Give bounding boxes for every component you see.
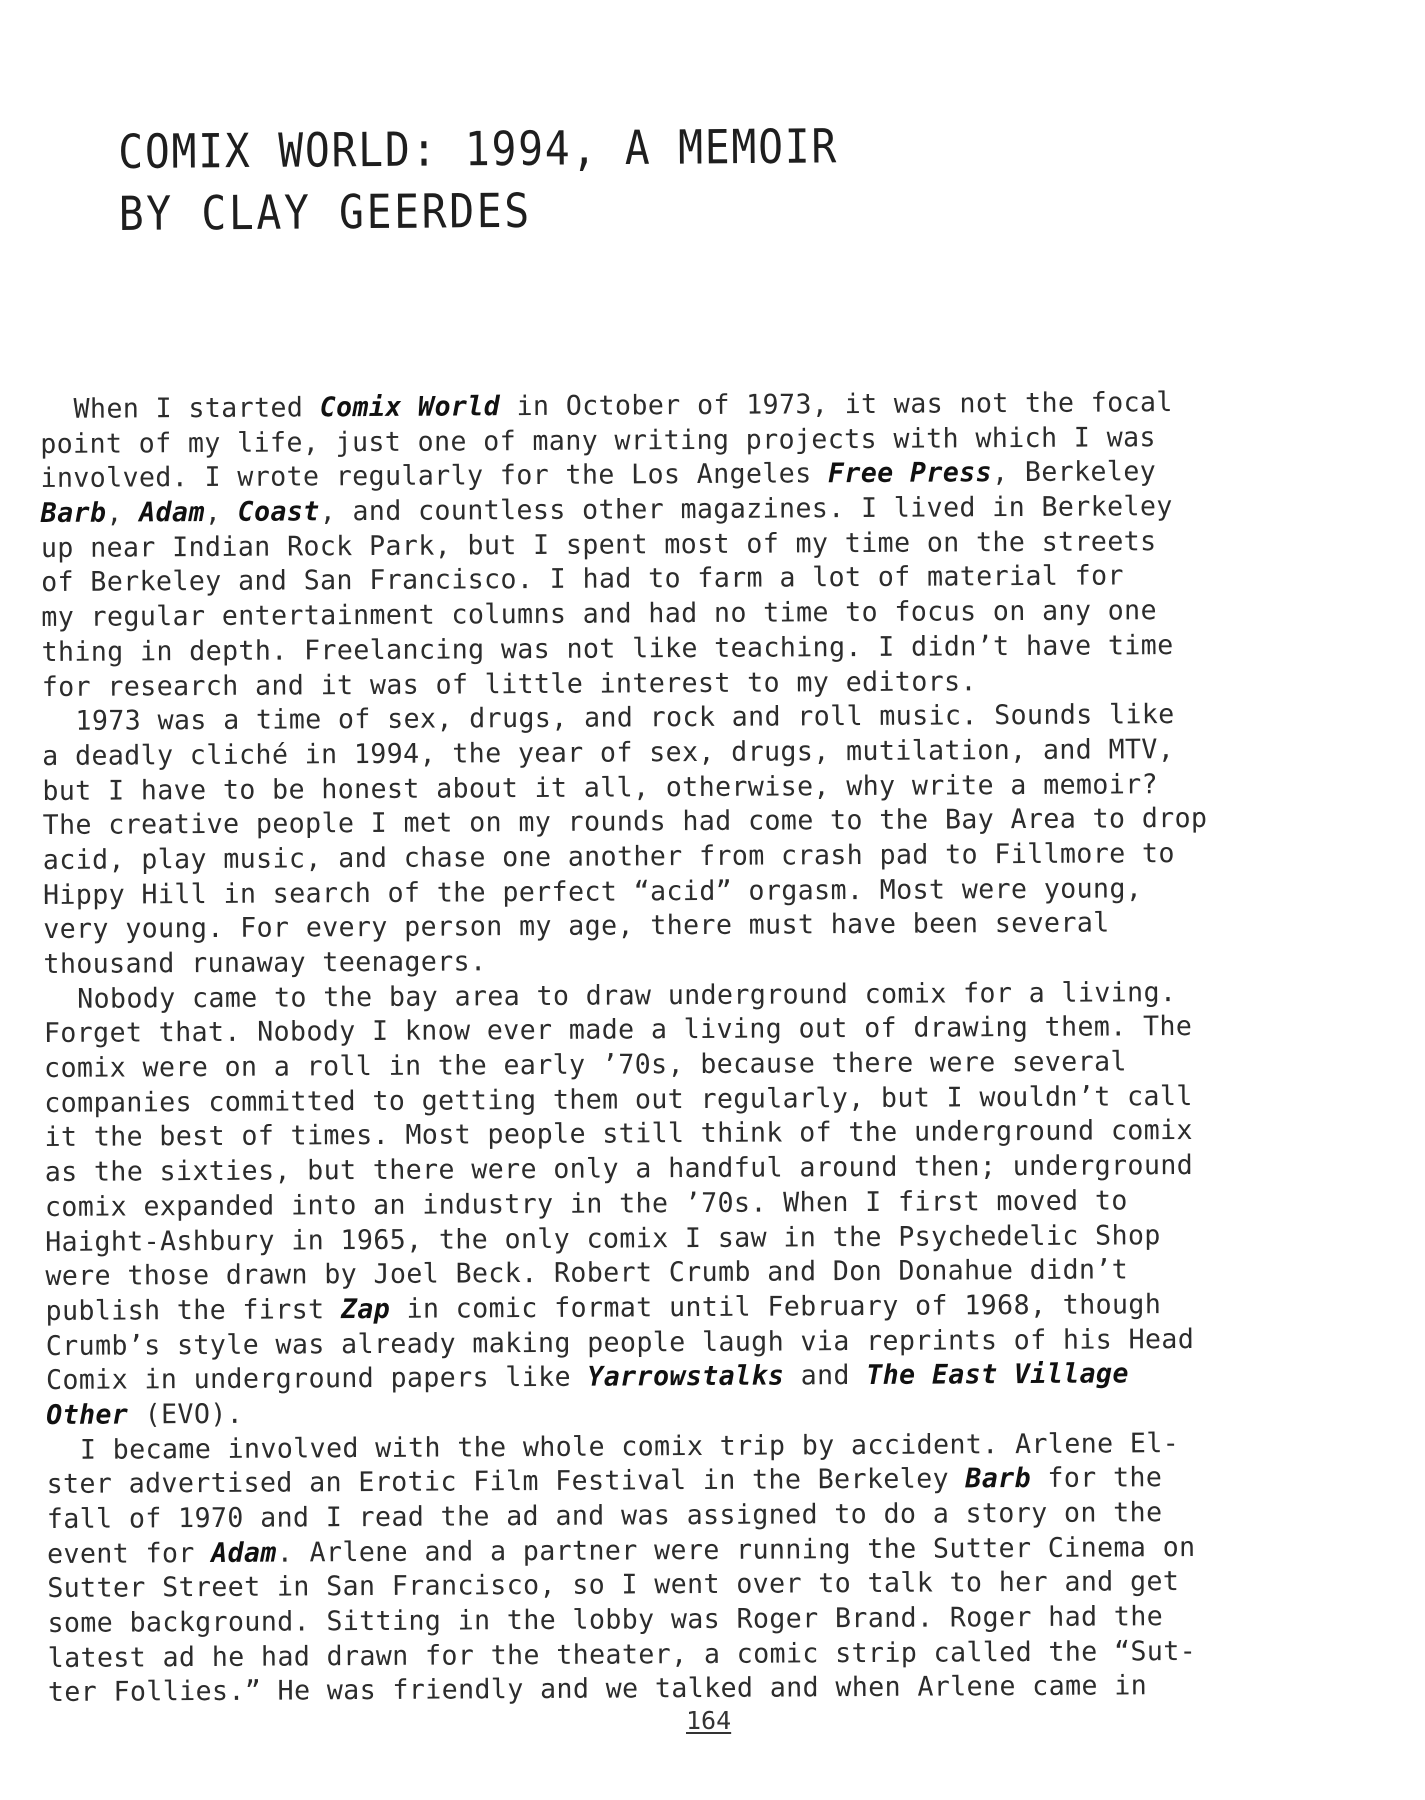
text-run: ter Follies.” He was friendly and we talked and when Arlene came in [47, 1670, 1148, 1709]
text-run: up near Indian Rock Park, but I spent most of my time on the streets [40, 525, 1157, 564]
italic-title: Comix World [319, 391, 501, 424]
text-run: ster advertised an Erotic Film Festival in the Berkeley [46, 1463, 966, 1501]
text-run: , [106, 497, 140, 529]
text-run: Nobody came to the bay area to draw underground comix for a living. [77, 976, 1177, 1015]
text-run: . Arlene and a partner were running the Sutter Cinema on [276, 1531, 1196, 1569]
text-run: publish the first [45, 1294, 341, 1327]
text-run: 1973 was a time of sex, drugs, and rock and roll music. Sounds like [75, 699, 1175, 737]
text-run: for research and it was of little interest to my editors. [41, 665, 977, 703]
italic-title: Adam [211, 1537, 277, 1569]
text-run: as the sixties, but there were only a handful around then; underground [44, 1150, 1194, 1189]
text-run: Haight-Ashbury in 1965, the only comix I saw in the Psychedelic Shop [45, 1219, 1161, 1258]
italic-title: Barb [40, 497, 107, 530]
italic-title: Coast [237, 496, 320, 528]
text-run: in October of 1973, it was not the focal [500, 387, 1173, 423]
text-run: my regular entertainment columns and had no time to focus on any one [41, 595, 1158, 634]
text-run: When I started [73, 392, 320, 425]
italic-title: The East Village [866, 1358, 1129, 1392]
text-run: for the [1030, 1462, 1163, 1495]
article-title: COMIX WORLD: 1994, A MEMOIR [118, 119, 839, 180]
text-run: fall of 1970 and I read the ad and was assigned to do a story on the [46, 1497, 1163, 1535]
text-run: some background. Sitting in the lobby was Roger Brand. Roger had the [47, 1601, 1164, 1640]
article-heading [118, 113, 1219, 246]
italic-title: Other [46, 1399, 129, 1431]
text-run: thousand runaway teenagers. [43, 946, 487, 980]
italic-title: Free Press [827, 457, 993, 490]
text-run: Hippy Hill in search of the perfect “acid” orgasm. Most were young, [42, 872, 1143, 911]
text-run: , and countless other magazines. I lived in Berkeley [319, 491, 1173, 528]
text-run: (EVO). [128, 1398, 244, 1431]
text-run: comix expanded into an industry in the ’70s. When I first moved to [44, 1185, 1128, 1223]
text-run: The creative people I met on my rounds had come to the Bay Area to drop [42, 803, 1208, 842]
text-run: involved. I wrote regularly for the Los Angeles [40, 458, 829, 495]
text-run: and [784, 1360, 867, 1392]
text-run: it the best of times. Most people still think of the underground comix [44, 1115, 1194, 1154]
text-run: , [204, 496, 238, 529]
text-run: point of my life, just one of many writing projects with which I was [40, 421, 1156, 460]
text-run: a deadly cliché in 1994, the year of sex, drugs, mutilation, and MTV, [42, 733, 1175, 772]
text-run: in comic format until February of 1968, though [390, 1289, 1162, 1325]
text-run: acid, play music, and chase one another from crash pad to Fillmore to [42, 838, 1175, 876]
text-line [48, 1669, 1240, 1711]
text-run: companies committed to getting them out regularly, but I wouldn’t call [44, 1080, 1193, 1119]
italic-title: Barb [965, 1463, 1032, 1495]
text-run: but I have to be honest about it all, otherwise, why write a memoir? [42, 768, 1159, 807]
text-run: latest ad he had drawn for the theater, a comic strip called the “Sut- [47, 1635, 1197, 1674]
text-run: I became involved with the whole comix trip by accident. Arlene El- [79, 1427, 1180, 1466]
text-run: were those drawn by Joel Beck. Robert Crumb and Don Donahue didn’t [45, 1254, 1129, 1293]
text-run: comix were on a roll in the early ’70s, because there were several [44, 1046, 1127, 1085]
text-run: of Berkeley and San Francisco. I had to farm a lot of material for [41, 560, 1125, 599]
italic-title: Adam [139, 497, 205, 529]
text-run: Crumb’s style was already making people laugh via reprints of his Head [45, 1323, 1195, 1362]
text-run: , Berkeley [991, 456, 1157, 489]
page-number: 164 [686, 1706, 732, 1735]
italic-title: Zap [340, 1293, 391, 1326]
text-run: thing in depth. Freelancing was not like teaching. I didn’t have time [41, 629, 1174, 668]
italic-title: Yarrowstalks [587, 1360, 785, 1393]
text-run: Forget that. Nobody I know ever made a living out of drawing them. The [43, 1011, 1193, 1050]
text-run: very young. For every person my age, there must have been several [43, 907, 1110, 946]
text-run: Comix in underground papers like [45, 1361, 588, 1397]
text-run: event for [46, 1537, 212, 1570]
article-byline: BY CLAY GEERDES [118, 183, 533, 242]
article-body [40, 386, 1258, 1711]
text-run: Sutter Street in San Francisco, so I went over to talk to her and get [47, 1566, 1180, 1605]
